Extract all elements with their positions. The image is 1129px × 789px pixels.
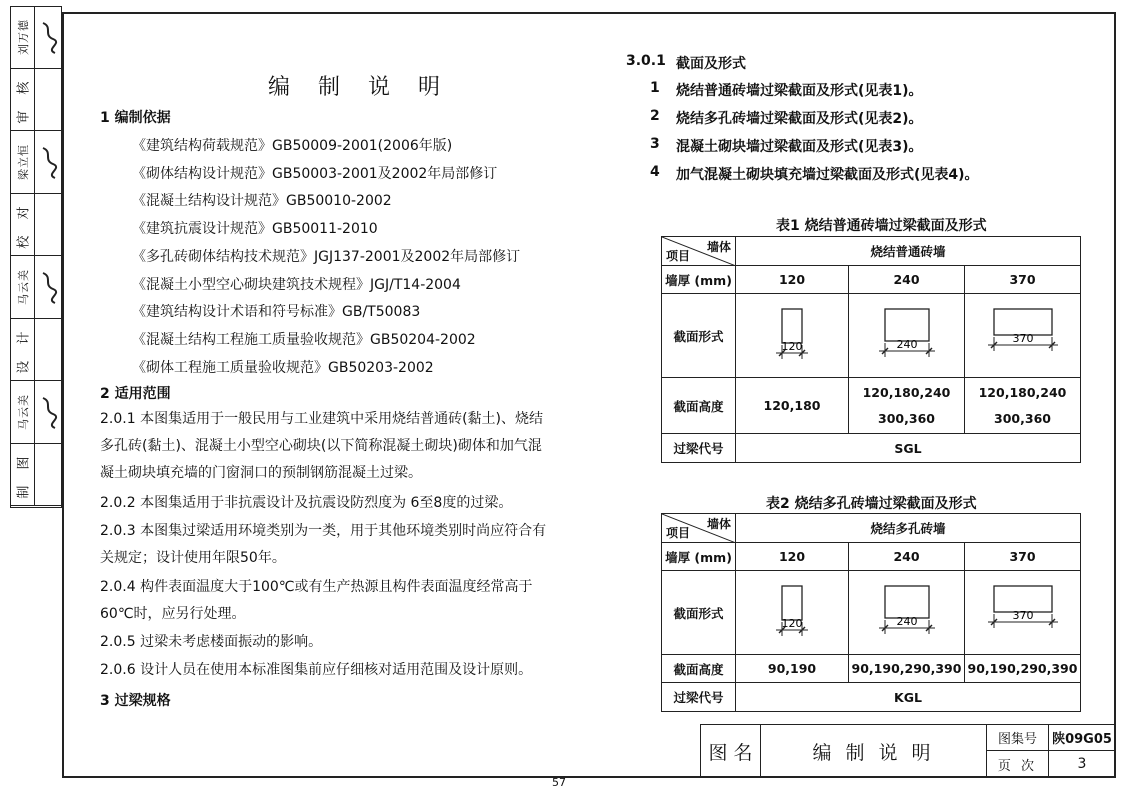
thickness-cell: 120 <box>736 543 849 571</box>
approval-row-label: 马云美 <box>16 268 30 305</box>
reference-item: 《建筑结构设计术语和符号标准》GB/T50083 <box>132 304 421 321</box>
beam-code: KGL <box>736 683 1081 712</box>
section-item-text: 混凝土砌块墙过梁截面及形式(见表3)。 <box>676 139 923 155</box>
shape-cell <box>849 294 965 378</box>
corner-header-cell <box>662 514 736 543</box>
section-rect-drawing <box>852 576 962 646</box>
approval-row-label: 梁立恒 <box>16 143 30 180</box>
height-cell <box>849 378 965 434</box>
thickness-cell: 370 <box>965 543 1081 571</box>
signature-mark <box>37 381 61 443</box>
approval-row-label: 校 对 <box>17 200 33 249</box>
corner-wall-label: 墙体 <box>706 240 731 254</box>
approval-row <box>11 256 61 319</box>
height-value: 90,190,290,390 <box>967 660 1078 676</box>
shape-cell <box>965 294 1081 378</box>
reference-item: 《砌体工程施工质量验收规范》GB50203-2002 <box>132 359 434 376</box>
row-label-shape: 截面形式 <box>662 294 736 378</box>
shape-cell <box>965 571 1081 655</box>
row-label-thickness: 墙厚 (mm) <box>662 543 736 571</box>
approval-row <box>11 131 61 194</box>
thickness-cell: 120 <box>736 266 849 294</box>
section-dimension-label: 240 <box>896 615 917 628</box>
height-value: 300,360 <box>878 410 935 426</box>
reference-item: 《混凝土小型空心砌块建筑技术规程》JGJ/T14-2004 <box>132 276 461 293</box>
section-item-text: 加气混凝土砌块填充墙过梁截面及形式(见表4)。 <box>676 167 979 183</box>
height-cell <box>965 655 1081 683</box>
section-item-text: 烧结普通砖墙过梁截面及形式(见表1)。 <box>676 83 923 99</box>
section-rect-drawing <box>737 299 847 369</box>
height-value: 90,190,290,390 <box>851 660 962 676</box>
height-cell <box>736 378 849 434</box>
approval-row-label: 刘万德 <box>16 18 30 55</box>
section-3-0-1-number: 3.0.1 <box>626 53 666 69</box>
atlas-number: 陕09G05 <box>1049 725 1115 751</box>
approval-strip <box>10 6 62 508</box>
table-2-caption: 表2 烧结多孔砖墙过梁截面及形式 <box>766 496 977 512</box>
section-item-number: 3 <box>650 136 660 152</box>
signature-mark <box>37 444 61 506</box>
section-rect-drawing <box>968 576 1078 646</box>
title-block-name-label: 图 名 <box>701 725 761 777</box>
height-value: 90,190 <box>767 660 817 676</box>
page-value: 3 <box>1077 756 1087 772</box>
clause-2-0-3: 2.0.3 本图集过梁适用环境类别为一类，用于其他环境类别时尚应符合有关规定；设计使用年限50年。 <box>100 523 547 566</box>
section-3-heading: 3 过梁规格 <box>100 693 171 709</box>
height-cell <box>736 655 849 683</box>
clause-2-0-5: 2.0.5 过梁未考虑楼面振动的影响。 <box>100 634 323 650</box>
signature-mark <box>37 256 61 318</box>
beam-code: SGL <box>736 434 1081 463</box>
wall-type-header: 烧结普通砖墙 <box>736 237 1081 266</box>
section-item-number: 4 <box>650 164 660 180</box>
thickness-cell: 370 <box>965 266 1081 294</box>
page-title: 编制说明 <box>268 75 469 100</box>
reference-item: 《建筑结构荷载规范》GB50009-2001(2006年版) <box>132 138 453 154</box>
section-dimension-label: 120 <box>781 617 803 630</box>
reference-item: 《混凝土结构工程施工质量验收规范》GB50204-2002 <box>132 331 476 348</box>
corner-item-label: 项目 <box>666 526 691 540</box>
section-3-0-1-title: 截面及形式 <box>676 56 746 72</box>
table-1-caption: 表1 烧结普通砖墙过梁截面及形式 <box>776 218 987 234</box>
shape-cell <box>736 571 849 655</box>
approval-row-label: 马云美 <box>16 393 30 430</box>
page-number: 57 <box>552 776 566 789</box>
height-value: 300,360 <box>994 410 1051 426</box>
reference-item: 《混凝土结构设计规范》GB50010-2002 <box>132 193 392 210</box>
row-label-code: 过梁代号 <box>662 434 736 463</box>
section-2-heading: 2 适用范围 <box>100 386 171 402</box>
approval-row <box>11 381 61 444</box>
page-label: 页 次 <box>987 751 1049 777</box>
approval-row <box>11 444 61 507</box>
approval-row <box>11 319 61 382</box>
height-value: 120,180,240 <box>978 384 1067 400</box>
clause-2-0-4: 2.0.4 构件表面温度大于100℃或有生产热源且构件表面温度经常高于60℃时，应另行处理。 <box>100 579 533 622</box>
approval-row <box>11 6 61 69</box>
section-rect-drawing <box>737 576 847 646</box>
thickness-cell: 240 <box>849 266 965 294</box>
corner-item-label: 项目 <box>666 249 691 263</box>
clause-2-0-1: 2.0.1 本图集适用于一般民用与工业建筑中采用烧结普通砖(黏土)、烧结多孔砖(黏土)、混凝土小型空心砌块(以下简称混凝土砌块)砌体和加气混凝土砌块填充墙的门窗洞口的预制钢筋混凝土过梁。 <box>100 411 543 481</box>
height-value: 120,180,240 <box>862 384 951 400</box>
reference-item: 《多孔砖砌体结构技术规范》JGJ137-2001及2002年局部修订 <box>132 248 521 265</box>
title-block <box>700 724 1114 776</box>
corner-header-cell <box>662 237 736 266</box>
section-dimension-label: 240 <box>896 338 917 351</box>
wall-type-header: 烧结多孔砖墙 <box>736 514 1081 543</box>
signature-mark <box>37 131 61 193</box>
title-block-name: 编 制 说 明 <box>761 725 987 777</box>
corner-wall-label: 墙体 <box>706 517 731 531</box>
thickness-cell: 240 <box>849 543 965 571</box>
approval-row-label: 设 计 <box>17 325 33 374</box>
row-label-shape: 截面形式 <box>662 571 736 655</box>
section-rect-drawing <box>852 299 962 369</box>
shape-cell <box>849 571 965 655</box>
clause-2-0-2: 2.0.2 本图集适用于非抗震设计及抗震设防烈度为 6至8度的过梁。 <box>100 495 513 511</box>
row-label-height: 截面高度 <box>662 378 736 434</box>
approval-row <box>11 194 61 257</box>
approval-row <box>11 69 61 132</box>
section-rect-drawing <box>968 299 1078 369</box>
reference-item: 《砌体结构设计规范》GB50003-2001及2002年局部修订 <box>132 165 498 182</box>
section-item-number: 1 <box>650 80 660 96</box>
row-label-thickness: 墙厚 (mm) <box>662 266 736 294</box>
height-value: 120,180 <box>763 397 821 413</box>
section-item-number: 2 <box>650 108 660 124</box>
section-1-heading: 1 编制依据 <box>100 110 171 126</box>
section-item-text: 烧结多孔砖墙过梁截面及形式(见表2)。 <box>676 111 923 127</box>
height-cell <box>965 378 1081 434</box>
signature-mark <box>37 319 61 381</box>
clause-2-0-6: 2.0.6 设计人员在使用本标准图集前应仔细核对适用范围及设计原则。 <box>100 662 533 678</box>
approval-row-label: 制 图 <box>17 450 33 499</box>
signature-mark <box>37 6 61 68</box>
row-label-height: 截面高度 <box>662 655 736 683</box>
shape-cell <box>736 294 849 378</box>
approval-row-label: 审 核 <box>17 75 33 124</box>
row-label-code: 过梁代号 <box>662 683 736 712</box>
signature-mark <box>37 69 61 131</box>
section-dimension-label: 370 <box>1012 332 1033 345</box>
reference-item: 《建筑抗震设计规范》GB50011-2010 <box>132 221 378 238</box>
atlas-number-label: 图集号 <box>987 725 1049 751</box>
section-dimension-label: 370 <box>1012 609 1033 622</box>
section-dimension-label: 120 <box>781 340 803 353</box>
height-cell <box>849 655 965 683</box>
signature-mark <box>37 194 61 256</box>
